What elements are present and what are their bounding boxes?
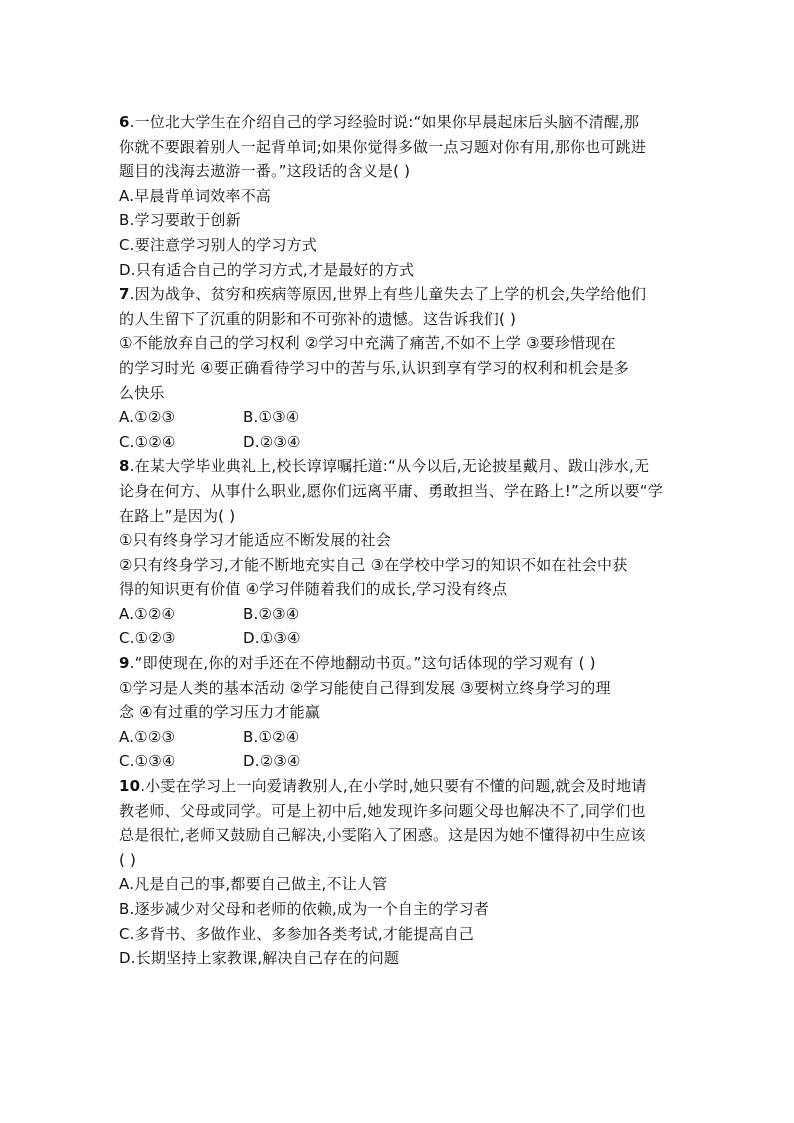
answer-option: A.凡是自己的事,都要自己做主,不让人管 <box>119 875 388 894</box>
question-block <box>119 282 679 454</box>
answer-option: B.①②④ <box>243 727 300 746</box>
answer-option: A.①②④ <box>119 604 176 623</box>
statement-line: ①学习是人类的基本活动 ②学习能使自己得到发展 ③要树立终身学习的理 <box>119 678 611 697</box>
question-stem-line <box>119 774 679 799</box>
question-block <box>119 110 679 282</box>
answer-option: C.要注意学习别人的学习方式 <box>119 235 318 254</box>
question-block <box>119 454 679 651</box>
answer-option: D.只有适合自己的学习方式,才是最好的方式 <box>119 260 415 279</box>
option-row <box>119 258 679 283</box>
question-stem-line <box>119 479 679 504</box>
answer-option: D.②③④ <box>243 752 301 771</box>
question-stem-text: .因为战争、贫穷和疾病等原因,世界上有些儿童失去了上学的机会,失学给他们 <box>129 285 647 304</box>
question-number: 7 <box>119 285 130 304</box>
question-number: 6 <box>119 113 130 131</box>
option-row <box>119 725 679 750</box>
question-page <box>119 110 679 971</box>
answer-option: A.①②③ <box>119 408 176 427</box>
question-stem-text: ( ) <box>119 850 137 869</box>
option-row <box>119 749 679 774</box>
question-stem-text: 论身在何方、从事什么职业,愿你们远离平庸、勇敢担当、学在路上!”之所以要“学 <box>119 481 663 500</box>
answer-option: C.多背书、多做作业、多参加各类考试,才能提高自己 <box>119 924 475 943</box>
question-number: 8 <box>119 457 130 476</box>
option-row <box>119 233 679 258</box>
option-row <box>119 405 679 430</box>
statement-line: ②只有终身学习,才能不断地充实自己 ③在学校中学习的知识不如在社会中获 <box>119 555 628 574</box>
question-stem-line <box>119 848 679 873</box>
answer-option: D.②③④ <box>243 432 301 451</box>
answer-option: A.①②③ <box>119 727 176 746</box>
question-stem-text: 题目的浅海去遨游一番。”这段话的含义是( ) <box>119 162 411 181</box>
option-row <box>119 430 679 455</box>
option-row <box>119 184 679 209</box>
question-stem-text: .在某大学毕业典礼上,校长谆谆嘱托道:“从今以后,无论披星戴月、跋山涉水,无 <box>129 457 650 476</box>
question-stem-line <box>119 135 679 160</box>
question-stem-text: 总是很忙,老师又鼓励自己解决,小雯陷入了困惑。这是因为她不懂得初中生应该 <box>119 826 646 845</box>
question-number: 10 <box>119 777 141 796</box>
question-stem-text: .一位北大学生在介绍自己的学习经验时说:“如果你早晨起床后头脑不清醒,那 <box>129 113 640 131</box>
question-stem-line <box>119 504 679 529</box>
question-stem-line <box>119 454 679 479</box>
option-row <box>119 208 679 233</box>
option-row <box>119 897 679 922</box>
statement-line: ①不能放弃自己的学习权利 ②学习中充满了痛苦,不如不上学 ③要珍惜现在 <box>119 334 616 353</box>
question-block <box>119 774 679 971</box>
statement-line: 念 ④有过重的学习压力才能赢 <box>119 703 321 722</box>
option-row <box>119 626 679 651</box>
option-row <box>119 946 679 971</box>
question-stem-line <box>119 159 679 184</box>
statement-line: 得的知识更有价值 ④学习伴随着我们的成长,学习没有终点 <box>119 580 508 599</box>
question-stem-line <box>119 282 679 307</box>
answer-option: A.早晨背单词效率不高 <box>119 186 271 205</box>
question-stem-text: .小雯在学习上一向爱请教别人,在小学时,她只要有不懂的问题,就会及时地请 <box>140 777 647 796</box>
question-stem-text: 的人生留下了沉重的阴影和不可弥补的遗憾。这告诉我们( ) <box>119 309 517 328</box>
statement-line: 么快乐 <box>119 383 165 402</box>
question-block <box>119 651 679 774</box>
option-row <box>119 602 679 627</box>
question-stem-line <box>119 799 679 824</box>
question-stem-line <box>119 651 679 676</box>
answer-option: D.长期坚持上家教课,解决自己存在的问题 <box>119 949 400 968</box>
question-stem-text: 教老师、父母或同学。可是上初中后,她发现许多问题父母也解决不了,同学们也 <box>119 801 646 820</box>
statement-line: 的学习时光 ④要正确看待学习中的苦与乐,认识到享有学习的权利和机会是多 <box>119 358 629 377</box>
answer-option: B.学习要敢于创新 <box>119 211 241 230</box>
question-number: 9 <box>119 654 130 673</box>
option-row <box>119 872 679 897</box>
answer-option: B.①③④ <box>243 408 300 427</box>
answer-option: C.①②④ <box>119 432 176 451</box>
question-stem-text: 你就不要跟着别人一起背单词;如果你觉得多做一点习题对你有用,那你也可跳进 <box>119 137 647 156</box>
statement-line: ①只有终身学习才能适应不断发展的社会 <box>119 531 392 550</box>
answer-option: C.①③④ <box>119 752 176 771</box>
answer-option: C.①②③ <box>119 629 176 648</box>
question-stem-line <box>119 110 679 135</box>
question-stem-text: .“即使现在,你的对手还在不停地翻动书页。”这句话体现的学习观有 ( ) <box>129 654 596 673</box>
question-stem-line <box>119 823 679 848</box>
answer-option: D.①③④ <box>243 629 301 648</box>
answer-option: B.逐步减少对父母和老师的依赖,成为一个自主的学习者 <box>119 900 490 918</box>
answer-option: B.②③④ <box>243 604 300 623</box>
option-row <box>119 922 679 947</box>
question-stem-line <box>119 307 679 332</box>
question-stem-text: 在路上”是因为( ) <box>119 506 236 525</box>
